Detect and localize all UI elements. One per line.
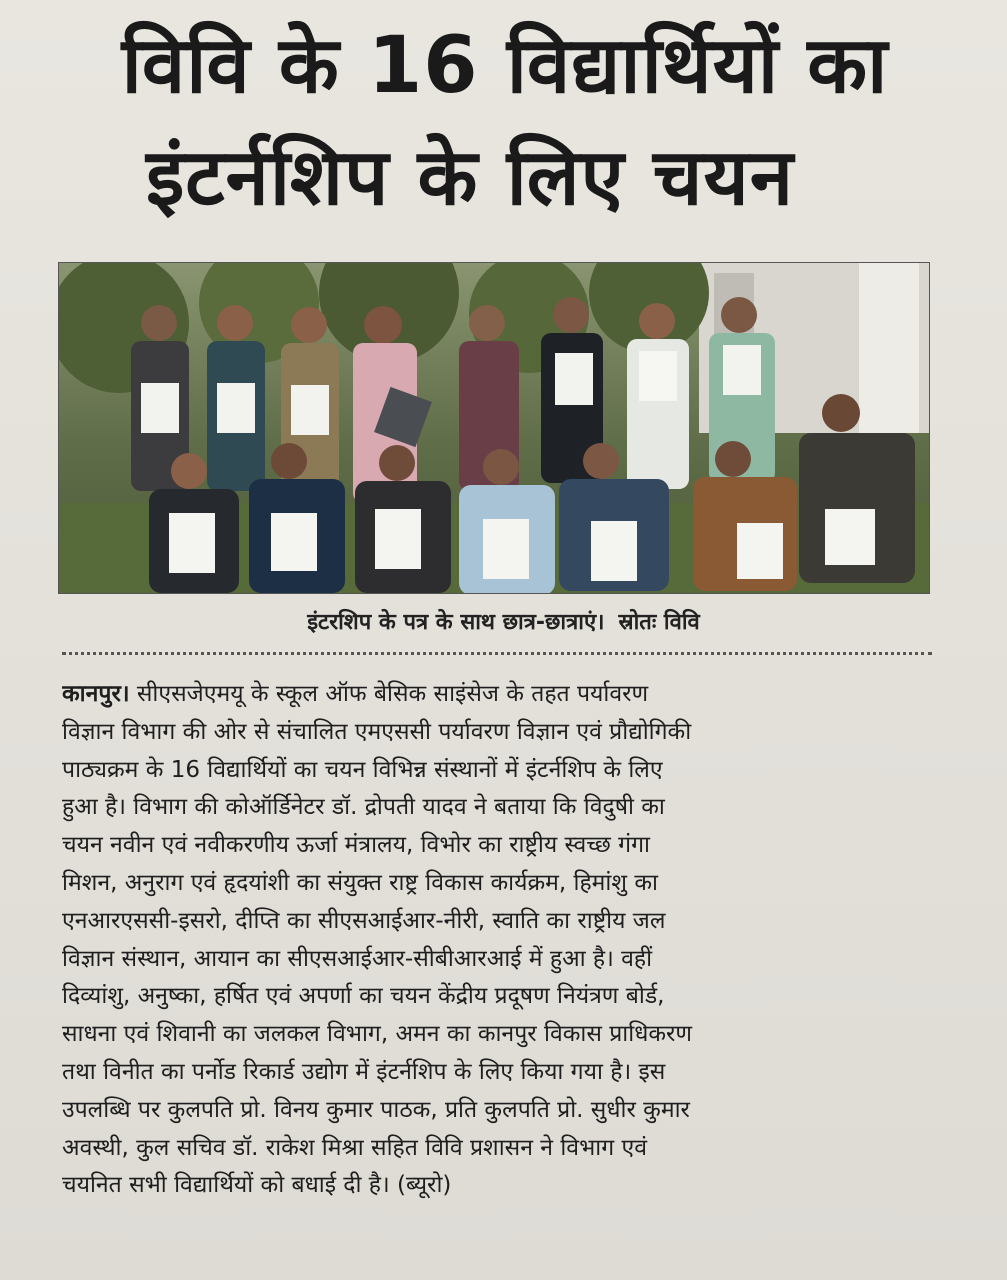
group-photo-illustration (59, 263, 929, 593)
article-line: मिशन, अनुराग एवं हृदयांशी का संयुक्त राष्ट्र विकास कार्यक्रम, हिमांशु का (62, 869, 658, 896)
headline-line-1: विवि के 16 विद्यार्थियों का (121, 21, 889, 111)
article-line: दिव्यांशु, अनुष्का, हर्षित एवं अपर्णा का चयन केंद्रीय प्रदूषण नियंत्रण बोर्ड, (62, 983, 665, 1010)
article-line: विज्ञान विभाग की ओर से संचालित एमएससी पर्यावरण विज्ञान एवं प्रौद्योगिकी (62, 718, 692, 745)
caption-text: इंटरशिप के पत्र के साथ छात्र-छात्राएं। (307, 610, 605, 635)
article-text: सीएसजेएमयू के स्कूल ऑफ बेसिक साइंसेज के तहत पर्यावरण (129, 681, 649, 707)
group-photo (58, 262, 930, 594)
article-line: चयन नवीन एवं नवीकरणीय ऊर्जा मंत्रालय, विभोर का राष्ट्रीय स्वच्छ गंगा (62, 832, 651, 859)
article-line: तथा विनीत का पर्नोड रिकार्ड उद्योग में इंटर्नशिप के लिए किया गया है। इस (62, 1058, 666, 1085)
headline-line-2: इंटर्नशिप के लिए चयन (145, 133, 795, 223)
article-line: पाठ्यक्रम के 16 विद्यार्थियों का चयन विभिन्न संस्थानों में इंटर्नशिप के लिए (62, 756, 663, 783)
article-body (62, 676, 930, 1205)
article-line: विज्ञान संस्थान, आयान का सीएसआईआर-सीबीआरआई में हुआ है। वहीं (62, 945, 653, 972)
article-line: अवस्थी, कुल सचिव डॉ. राकेश मिश्रा सहित विवि प्रशासन ने विभाग एवं (62, 1134, 647, 1161)
dateline: कानपुर। (62, 681, 130, 707)
article-line: साधना एवं शिवानी का जलकल विभाग, अमन का कानपुर विकास प्राधिकरण (62, 1021, 693, 1048)
article-line: एनआरएससी-इसरो, दीप्ति का सीएसआईआर-नीरी, स्वाति का राष्ट्रीय जल (62, 907, 666, 934)
photo-caption (0, 606, 1007, 636)
photo-source: स्रोतः विवि (618, 610, 700, 635)
article-line: चयनित सभी विद्यार्थियों को बधाई दी है। (ब्यूरो) (62, 1172, 452, 1199)
article-line: हुआ है। विभाग की कोऑर्डिनेटर डॉ. द्रोपती यादव ने बताया कि विदुषी का (62, 794, 665, 821)
article-line: उपलब्धि पर कुलपति प्रो. विनय कुमार पाठक, प्रति कुलपति प्रो. सुधीर कुमार (62, 1096, 690, 1123)
article-line (62, 676, 930, 714)
dotted-divider (62, 652, 932, 655)
